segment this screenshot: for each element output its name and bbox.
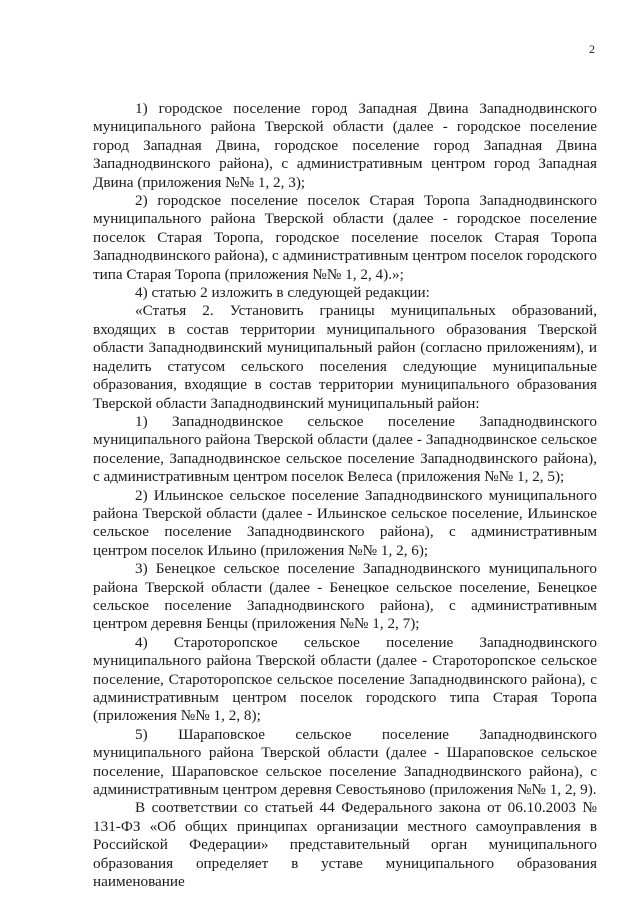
paragraph-starotoropskoe-settlement: 4) Староторопское сельское поселение Западнодвинского муниципального района Тверской области (далее - Староторопское сельское поселение, Староторопское сельское поселение Западнодвинского района), с административным центром поселок городского типа Старая Торопа (приложения №№ 1, 2, 8); [93,633,597,725]
paragraph-benetskoe-settlement: 3) Бенецкое сельское поселение Западнодвинского муниципального района Тверской области (далее - Бенецкое сельское поселение, Бенецкое сельское поселение Западнодвинского района), с административным центром деревня Бенцы (приложения №№ 1, 2, 7); [93,560,597,633]
document-body [93,100,597,891]
paragraph-sharapovskoe-settlement: 5) Шараповское сельское поселение Западнодвинского муниципального района Тверской области (далее - Шараповское сельское поселение, Шараповское сельское поселение Западнодвинского района), с административным центром деревня Севостьяново (приложения №№ 1, 2, 9). [93,725,597,799]
paragraph-urban-settlement-staraya-toropa: 2) городское поселение поселок Старая Торопа Западнодвинского муниципального района Тверской области (далее - городское поселение поселок Старая Торопа, городское поселение поселок Старая Торопа Западнодвинского района), с административным центром поселок городского типа Старая Торопа (приложения №№ 1, 2, 4).»; [93,192,597,283]
paragraph-amend-article-2: 4) статью 2 изложить в следующей редакции: [135,284,430,302]
paragraph-article-2-text: «Статья 2. Установить границы муниципальных образований, входящих в состав территории муниципального образования Тверской области Западнодвинский муниципальный район (согласно приложениям), и наделить статусом сельского поселения следующие муниципальные образования, входящие в состав территории муниципального образования Тверской области Западнодвинский муниципальный район: [93,302,597,412]
paragraph-zapadnodvinskoe-settlement: 1) Западнодвинское сельское поселение Западнодвинского муниципального района Тверской области (далее - Западнодвинское сельское поселение, Западнодвинское сельское поселение Западнодвинского района), с административным центром поселок Велеса (приложения №№ 1, 2, 5); [93,412,597,486]
paragraph-ilinskoe-settlement: 2) Ильинское сельское поселение Западнодвинского муниципального района Тверской области (далее - Ильинское сельское поселение, Ильинское сельское поселение Западнодвинского района), с административным центром поселок Ильино (приложения №№ 1, 2, 6); [93,486,597,559]
paragraph-urban-settlement-zapadnaya-dvina: 1) городское поселение город Западная Двина Западнодвинского муниципального района Тверской области (далее - городское поселение город Западная Двина, городское поселение город Западная Двина Западнодвинского района), с административным центром город Западная Двина (приложения №№ 1, 2, 3); [93,100,597,191]
page-number: 2 [589,42,595,56]
paragraph-federal-law-reference: В соответствии со статьей 44 Федерального закона от 06.10.2003 № 131-ФЗ «Об общих принципах организации местного самоуправления в Российской Федерации» представительный орган муниципального образования определяет в уставе муниципального образования наименование [93,799,597,891]
